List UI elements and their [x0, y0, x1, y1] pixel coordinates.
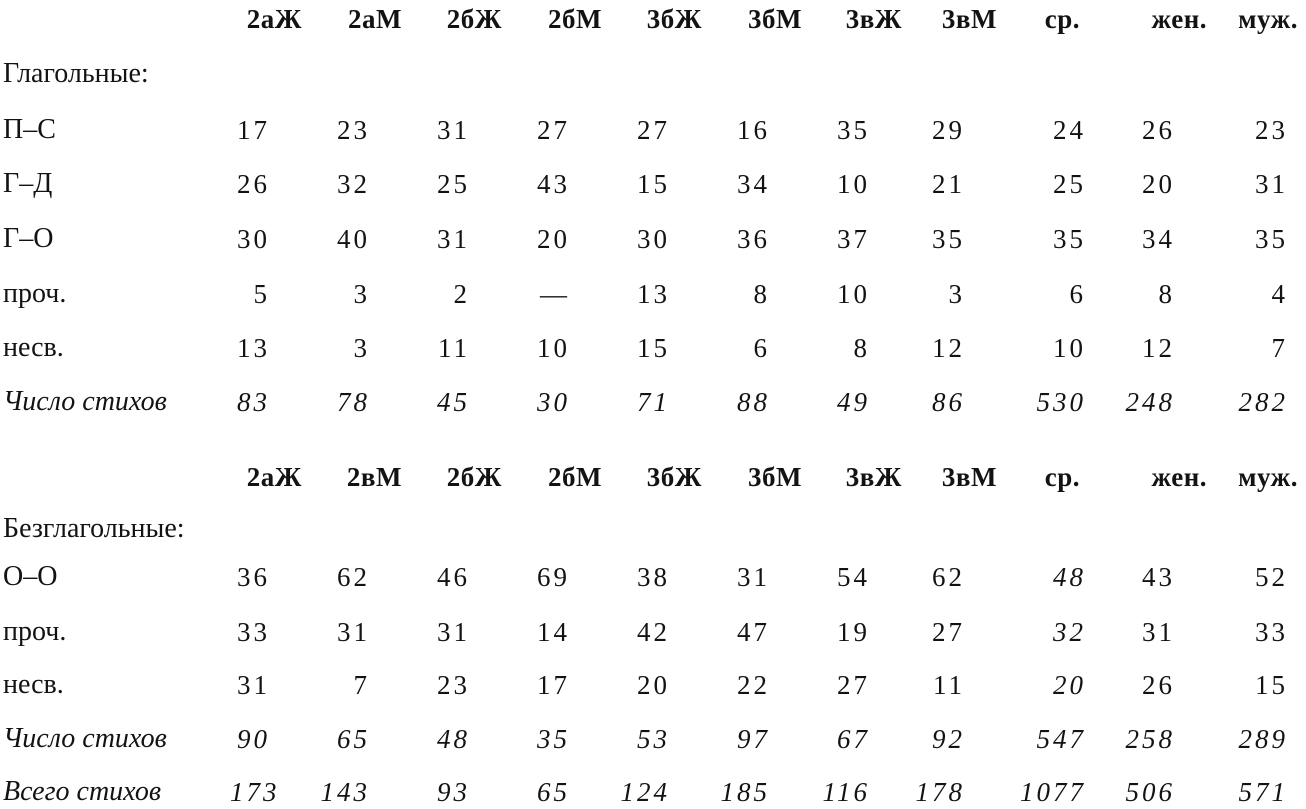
cell-value: 33: [1255, 617, 1288, 647]
cell-value: 26: [1142, 670, 1175, 700]
cell-value: 30: [237, 224, 270, 254]
table-row: [0, 311, 1306, 365]
cell-value: 19: [837, 617, 870, 647]
cell-value: 65: [537, 777, 570, 807]
column-header: 3бЖ: [646, 4, 702, 34]
cell-value: 11: [438, 333, 470, 363]
cell-value: 25: [437, 169, 470, 199]
column-header: муж.: [1238, 462, 1298, 492]
cell-value: 506: [1125, 777, 1175, 807]
column-header: ср.: [1044, 462, 1080, 492]
cell-value: 31: [437, 115, 470, 145]
cell-value: 24: [1053, 115, 1086, 145]
cell-value: 32: [337, 169, 370, 199]
column-header: жен.: [1151, 4, 1207, 34]
cell-value: 86: [932, 387, 965, 417]
column-header: ср.: [1044, 4, 1080, 34]
cell-value: 31: [1142, 617, 1175, 647]
column-header: 3вМ: [941, 462, 997, 492]
cell-value: 36: [737, 224, 770, 254]
table-row: [0, 91, 1306, 147]
table-row: [0, 147, 1306, 201]
column-header: муж.: [1238, 4, 1298, 34]
cell-value: 289: [1238, 724, 1288, 754]
cell-value: 27: [837, 670, 870, 700]
cell-value: 23: [337, 115, 370, 145]
cell-value: 46: [437, 562, 470, 592]
cell-value: 90: [237, 724, 270, 754]
cell-value: 31: [1255, 169, 1288, 199]
section-label: Безглагольные:: [3, 513, 185, 544]
cell-value: 5: [253, 279, 270, 309]
row-label: Всего стихов: [3, 776, 162, 807]
row-label: Г–О: [3, 223, 54, 254]
cell-value: 7: [1271, 333, 1288, 363]
cell-value: 62: [932, 562, 965, 592]
cell-value: 33: [237, 617, 270, 647]
cell-value: 8: [753, 279, 770, 309]
cell-value: 8: [853, 333, 870, 363]
cell-value: 17: [537, 670, 570, 700]
table-row: [0, 546, 1306, 594]
cell-value: 10: [837, 279, 870, 309]
cell-value: 97: [737, 724, 770, 754]
corner-cell: [0, 0, 230, 36]
cell-value: 32: [1053, 617, 1086, 647]
cell-value: 35: [537, 724, 570, 754]
cell-value: 530: [1036, 387, 1086, 417]
cell-value: 20: [1142, 169, 1175, 199]
cell-value: 116: [822, 777, 870, 807]
cell-value: 12: [1142, 333, 1175, 363]
cell-value: 34: [1142, 224, 1175, 254]
cell-value: 547: [1036, 724, 1086, 754]
cell-value: 178: [915, 777, 965, 807]
cell-value: 65: [337, 724, 370, 754]
cell-value: 21: [932, 169, 965, 199]
column-header: 2бМ: [548, 4, 602, 34]
cell-value: 27: [537, 115, 570, 145]
row-label: несв.: [3, 669, 64, 700]
cell-value: 47: [737, 617, 770, 647]
column-header: 2вМ: [346, 462, 402, 492]
column-header: 2аЖ: [246, 462, 302, 492]
cell-value: 35: [837, 115, 870, 145]
cell-value: 43: [537, 169, 570, 199]
cell-value: 54: [837, 562, 870, 592]
cell-value: 13: [637, 279, 670, 309]
cell-value: 35: [1255, 224, 1288, 254]
cell-value: 30: [537, 387, 570, 417]
row-label: Число стихов: [3, 386, 167, 417]
column-header: 3бМ: [748, 4, 802, 34]
cell-value: 143: [320, 777, 370, 807]
section-label: Глагольные:: [3, 58, 149, 89]
column-header: 3бМ: [748, 462, 802, 492]
row-label: проч.: [3, 278, 67, 309]
cell-value: 78: [337, 387, 370, 417]
cell-value: 12: [932, 333, 965, 363]
cell-value: —: [540, 279, 570, 309]
cell-value: 23: [437, 670, 470, 700]
cell-value: 3: [353, 279, 370, 309]
column-header: 2аМ: [348, 4, 402, 34]
cell-value: 40: [337, 224, 370, 254]
cell-value: 13: [237, 333, 270, 363]
cell-value: 282: [1238, 387, 1288, 417]
cell-value: 6: [753, 333, 770, 363]
table-row: [0, 702, 1306, 756]
cell-value: 17: [237, 115, 270, 145]
cell-value: 16: [737, 115, 770, 145]
cell-value: 20: [1053, 670, 1086, 700]
cell-value: 83: [237, 387, 270, 417]
cell-value: 49: [837, 387, 870, 417]
cell-value: 10: [1053, 333, 1086, 363]
cell-value: 185: [720, 777, 770, 807]
row-label: Число стихов: [3, 723, 167, 754]
cell-value: 571: [1238, 777, 1288, 807]
cell-value: 173: [230, 777, 280, 807]
table-row: [0, 201, 1306, 256]
cell-value: 10: [837, 169, 870, 199]
cell-value: 3: [948, 279, 965, 309]
column-header: 3вЖ: [845, 4, 902, 34]
table-row: [0, 256, 1306, 311]
row-label: П–С: [3, 114, 56, 145]
table-row: [0, 365, 1306, 419]
cell-value: 23: [1255, 115, 1288, 145]
cell-value: 62: [337, 562, 370, 592]
cell-value: 71: [637, 387, 670, 417]
cell-value: 3: [353, 333, 370, 363]
cell-value: 4: [1271, 279, 1288, 309]
cell-value: 67: [837, 724, 870, 754]
column-header: 2бЖ: [446, 4, 502, 34]
cell-value: 6: [1069, 279, 1086, 309]
column-header: 2бЖ: [446, 462, 502, 492]
cell-value: 42: [637, 617, 670, 647]
cell-value: 248: [1125, 387, 1175, 417]
cell-value: 35: [1053, 224, 1086, 254]
cell-value: 25: [1053, 169, 1086, 199]
cell-value: 31: [437, 224, 470, 254]
cell-value: 35: [932, 224, 965, 254]
table-row: [0, 594, 1306, 649]
cell-value: 29: [932, 115, 965, 145]
cell-value: 27: [932, 617, 965, 647]
cell-value: 52: [1255, 562, 1288, 592]
cell-value: 14: [537, 617, 570, 647]
cell-value: 10: [537, 333, 570, 363]
cell-value: 15: [1255, 670, 1288, 700]
cell-value: 258: [1125, 724, 1175, 754]
cell-value: 27: [637, 115, 670, 145]
column-header: жен.: [1151, 462, 1207, 492]
cell-value: 8: [1158, 279, 1175, 309]
cell-value: 31: [437, 617, 470, 647]
cell-value: 11: [933, 670, 965, 700]
cell-value: 38: [637, 562, 670, 592]
cell-value: 48: [437, 724, 470, 754]
table-row: [0, 756, 1306, 809]
cell-value: 36: [237, 562, 270, 592]
cell-value: 88: [737, 387, 770, 417]
cell-value: 34: [737, 169, 770, 199]
cell-value: 2: [453, 279, 470, 309]
cell-value: 48: [1053, 562, 1086, 592]
cell-value: 45: [437, 387, 470, 417]
cell-value: 92: [932, 724, 965, 754]
row-label: несв.: [3, 332, 64, 363]
cell-value: 1077: [1020, 777, 1086, 807]
cell-value: 43: [1142, 562, 1175, 592]
row-label: проч.: [3, 616, 67, 647]
cell-value: 53: [637, 724, 670, 754]
row-label: О–О: [3, 561, 58, 592]
cell-value: 31: [337, 617, 370, 647]
column-header: 2бМ: [548, 462, 602, 492]
cell-value: 31: [237, 670, 270, 700]
cell-value: 7: [353, 670, 370, 700]
cell-value: 124: [620, 777, 670, 807]
cell-value: 26: [1142, 115, 1175, 145]
column-header: 3бЖ: [646, 462, 702, 492]
cell-value: 20: [537, 224, 570, 254]
verbless-table: [0, 419, 1306, 809]
cell-value: 69: [537, 562, 570, 592]
cell-value: 20: [637, 670, 670, 700]
table-row: [0, 649, 1306, 702]
cell-value: 31: [737, 562, 770, 592]
column-header: 2аЖ: [246, 4, 302, 34]
cell-value: 15: [637, 169, 670, 199]
cell-value: 37: [837, 224, 870, 254]
cell-value: 15: [637, 333, 670, 363]
column-header: 3вЖ: [845, 462, 902, 492]
cell-value: 30: [637, 224, 670, 254]
column-header: 3вМ: [941, 4, 997, 34]
cell-value: 93: [437, 777, 470, 807]
corner-cell: [0, 419, 230, 494]
cell-value: 22: [737, 670, 770, 700]
row-label: Г–Д: [3, 168, 53, 199]
cell-value: 26: [237, 169, 270, 199]
